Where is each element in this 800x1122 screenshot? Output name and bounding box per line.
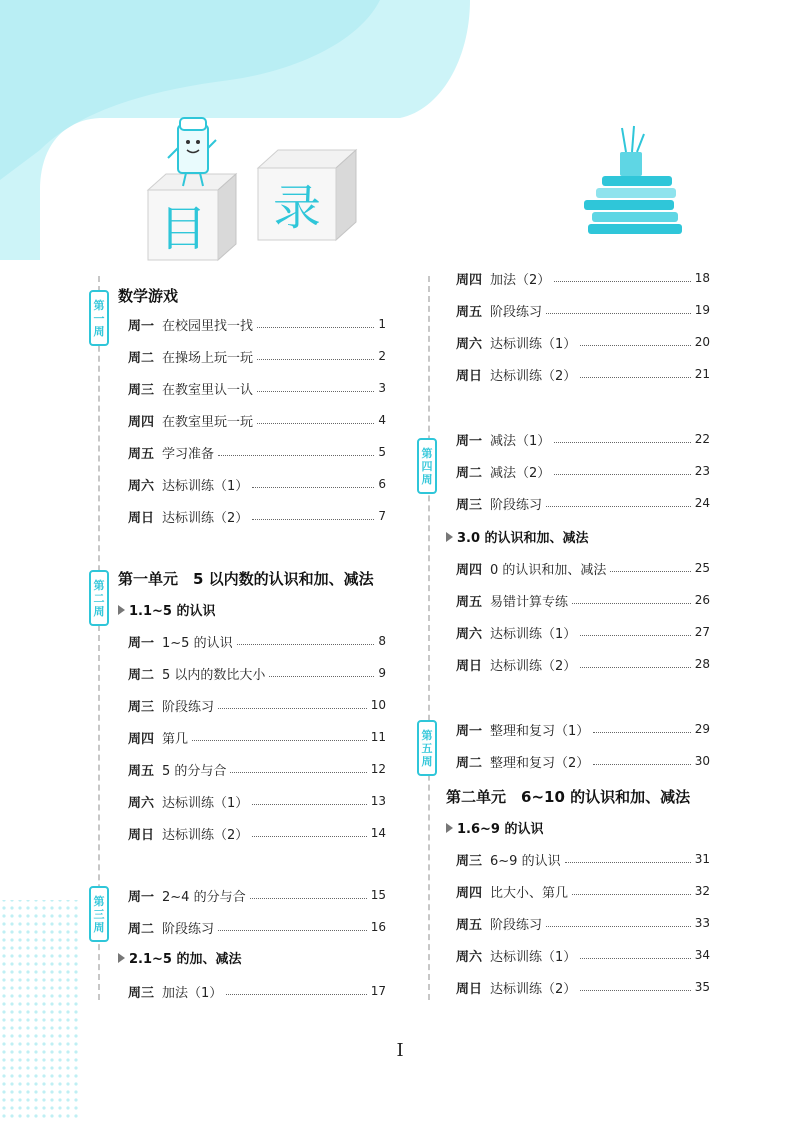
page-number: I <box>396 1040 404 1061</box>
toc-entry[interactable]: 周三 6~9 的认识 31 <box>456 852 710 869</box>
book-stack-icon <box>584 126 682 234</box>
section-math-games: 数学游戏 <box>118 287 179 305</box>
toc-entry[interactable]: 周五 阶段练习 33 <box>456 916 710 933</box>
toc-entry[interactable]: 周日 达标训练（2） 28 <box>456 657 710 674</box>
toc-entry[interactable]: 周三 在教室里认一认 3 <box>128 381 386 398</box>
toc-entry[interactable]: 周二 在操场上玩一玩 2 <box>128 349 386 366</box>
toc-entry[interactable]: 周五 学习准备 5 <box>128 445 386 462</box>
toc-entry[interactable]: 周日 达标训练（2） 14 <box>128 826 386 843</box>
toc-entry[interactable]: 周日 达标训练（2） 35 <box>456 980 710 997</box>
toc-entry[interactable]: 周五 易错计算专练 26 <box>456 593 710 610</box>
week-tag-1: 第 一 周 <box>89 290 109 346</box>
title-char-1: 目 <box>158 201 208 257</box>
week-tag-4: 第 四 周 <box>417 438 437 494</box>
toc-entry[interactable]: 周六 达标训练（1） 6 <box>128 477 386 494</box>
subsection-1-5-add-sub: 2.1~5 的加、减法 <box>118 948 242 967</box>
section-unit-1: 第一单元 5 以内数的认识和加、减法 <box>118 570 374 588</box>
toc-entry[interactable]: 周一 减法（1） 22 <box>456 432 710 449</box>
section-unit-2: 第二单元 6~10 的认识和加、减法 <box>446 788 691 806</box>
toc-entry[interactable]: 周四 0 的认识和加、减法 25 <box>456 561 710 578</box>
triangle-icon <box>446 532 453 542</box>
toc-entry[interactable]: 周六 达标训练（1） 20 <box>456 335 710 352</box>
toc-entry[interactable]: 周五 5 的分与合 12 <box>128 762 386 779</box>
toc-entry[interactable]: 周六 达标训练（1） 34 <box>456 948 710 965</box>
toc-entry[interactable]: 周六 达标训练（1） 13 <box>128 794 386 811</box>
toc-entry[interactable]: 周一 1~5 的认识 8 <box>128 634 386 651</box>
subsection-6-9: 1.6~9 的认识 <box>446 818 544 837</box>
triangle-icon <box>118 953 125 963</box>
title-char-2: 录 <box>272 180 322 236</box>
toc-entry[interactable]: 周二 减法（2） 23 <box>456 464 710 481</box>
toc-entry[interactable]: 周日 达标训练（2） 7 <box>128 509 386 526</box>
toc-entry[interactable]: 周一 2~4 的分与合 15 <box>128 888 386 905</box>
toc-entry[interactable]: 周六 达标训练（1） 27 <box>456 625 710 642</box>
column-divider <box>428 276 430 1000</box>
toc-entry[interactable]: 周三 加法（1） 17 <box>128 984 386 1001</box>
toc-entry[interactable]: 周四 加法（2） 18 <box>456 271 710 288</box>
toc-entry[interactable]: 周二 整理和复习（2） 30 <box>456 754 710 771</box>
toc-entry[interactable]: 周四 在教室里玩一玩 4 <box>128 413 386 430</box>
toc-entry[interactable]: 周一 整理和复习（1） 29 <box>456 722 710 739</box>
toc-entry[interactable]: 周二 阶段练习 16 <box>128 920 386 937</box>
toc-entry[interactable]: 周二 5 以内的数比大小 9 <box>128 666 386 683</box>
triangle-icon <box>118 605 125 615</box>
triangle-icon <box>446 823 453 833</box>
week-tag-3: 第 三 周 <box>89 886 109 942</box>
week-tag-5: 第 五 周 <box>417 720 437 776</box>
toc-entry[interactable]: 周一 在校园里找一找 1 <box>128 317 386 334</box>
week-tag-2: 第 二 周 <box>89 570 109 626</box>
toc-entry[interactable]: 周三 阶段练习 10 <box>128 698 386 715</box>
toc-entry[interactable]: 周四 比大小、第几 32 <box>456 884 710 901</box>
title-illustration <box>0 0 800 270</box>
toc-entry[interactable]: 周四 第几 11 <box>128 730 386 747</box>
subsection-0: 3.0 的认识和加、减法 <box>446 527 589 546</box>
toc-entry[interactable]: 周日 达标训练（2） 21 <box>456 367 710 384</box>
subsection-1-5: 1.1~5 的认识 <box>118 600 216 619</box>
toc-entry[interactable]: 周三 阶段练习 24 <box>456 496 710 513</box>
toc-entry[interactable]: 周五 阶段练习 19 <box>456 303 710 320</box>
